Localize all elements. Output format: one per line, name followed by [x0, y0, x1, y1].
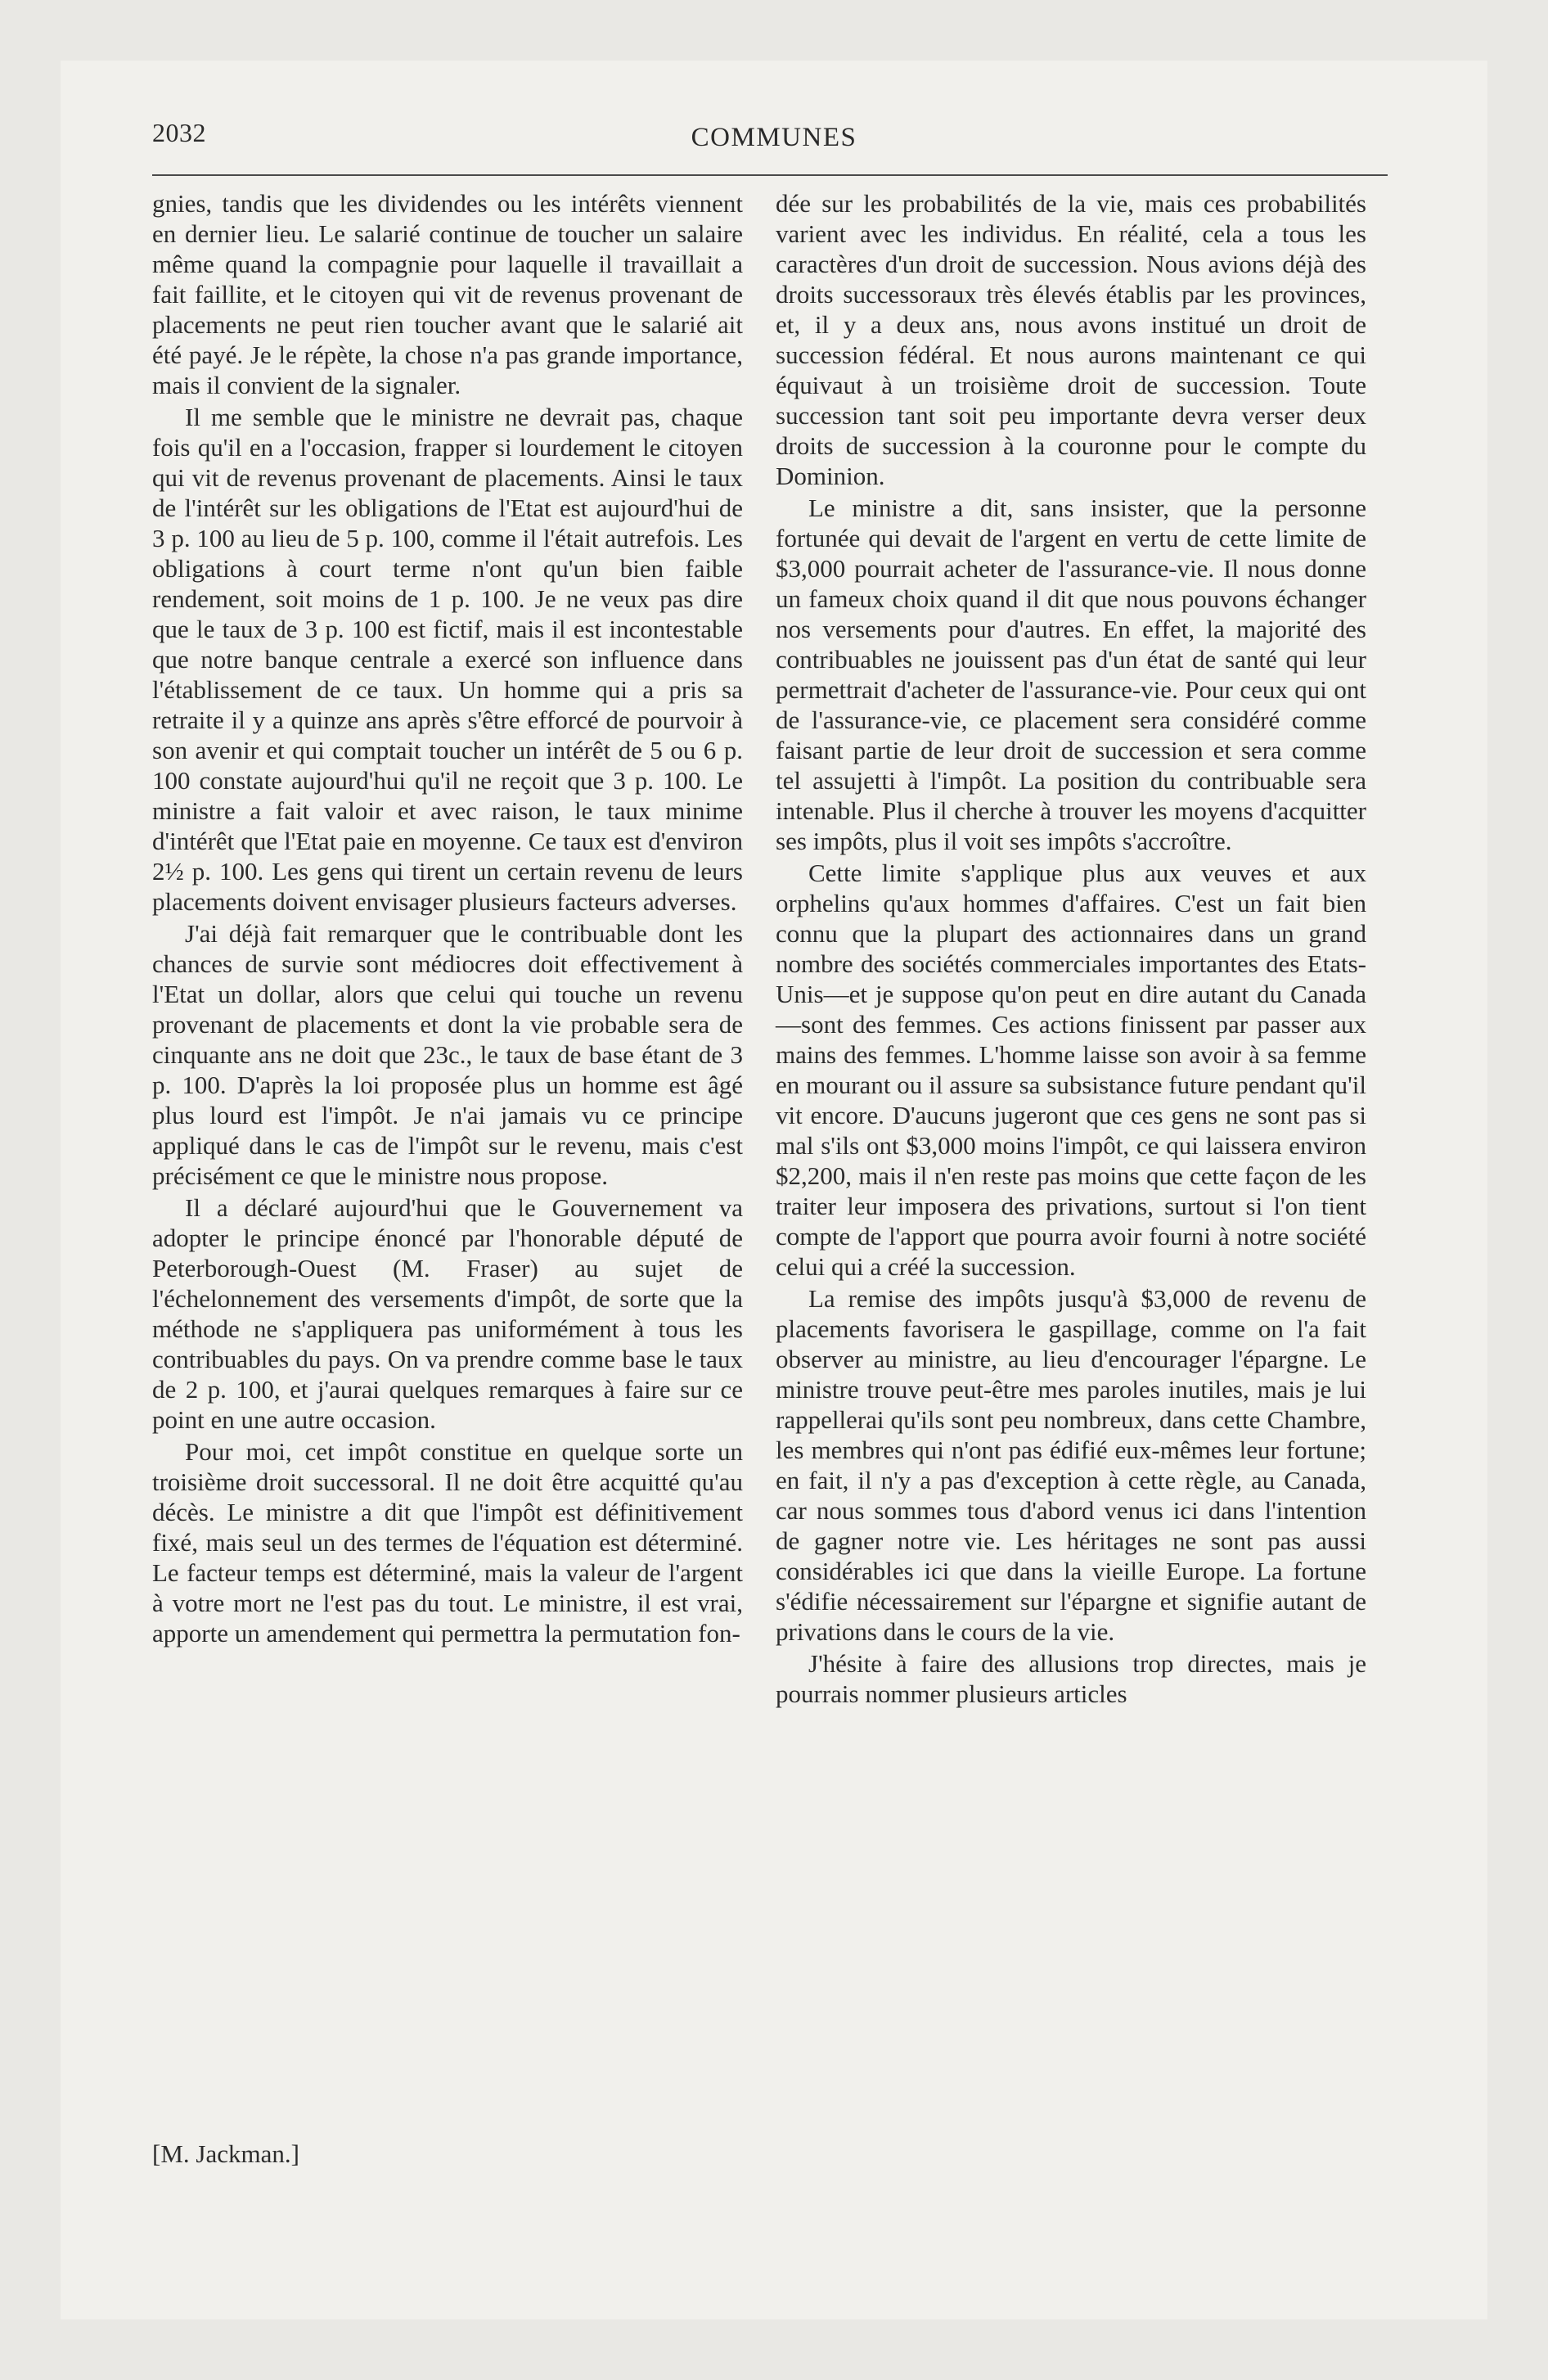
speaker-attribution: [M. Jackman.]	[152, 2139, 299, 2168]
paragraph: Le ministre a dit, sans insister, que la personne fortunée qui devait de l'argent en vertu de cette limite de $3,000 pourrait acheter de l'assurance-vie. Il nous donne un fameux choix quand il dit que nous pouvons échanger nos versements pour d'autres. En effet, la majorité des contribuables ne jouissent pas d'un état de santé qui leur permettrait d'acheter de l'assurance-vie. Pour ceux qui ont de l'assurance-vie, ce placement sera considéré comme faisant partie de leur droit de succession et sera comme tel assujetti à l'impôt. La position du contribuable sera intenable. Plus il cherche à trouver les moyens d'acquitter ses impôts, plus il voit ses impôts s'accroître.	[776, 494, 1366, 855]
paragraph: Pour moi, cet impôt constitue en quelque sorte un troisième droit successoral. Il ne doit être acquitté qu'au décès. Le ministre a dit que l'impôt est définitivement fixé, mais seul un des termes de l'équation est déterminé. Le facteur temps est déterminé, mais la valeur de l'argent à votre mort ne l'est pas du tout. Le ministre, il est vrai, apporte un amendement qui permettra la permutation fon-	[152, 1437, 743, 1648]
header-rule	[152, 174, 1388, 176]
paragraph: J'ai déjà fait remarquer que le contribuable dont les chances de survie sont médiocres doit effectivement à l'Etat un dollar, alors que celui qui touche un revenu provenant de placements et dont la vie probable sera de cinquante ans ne doit que 23c., le taux de base étant de 3 p. 100. D'après la loi proposée plus un homme est âgé plus lourd est l'impôt. Je n'ai jamais vu ce principe appliqué dans le cas de l'impôt sur le revenu, mais c'est précisément ce que le ministre nous propose.	[152, 919, 743, 1190]
running-title: COMMUNES	[691, 123, 857, 152]
paragraph: J'hésite à faire des allusions trop directes, mais je pourrais nommer plusieurs articles	[776, 1649, 1366, 1708]
right-column	[776, 188, 1366, 1711]
left-column	[152, 188, 743, 1650]
paragraph: La remise des impôts jusqu'à $3,000 de revenu de placements favorisera le gaspillage, comme on l'a fait observer au ministre, au lieu d'encourager l'épargne. Le ministre trouve peut-être mes paroles inutiles, mais je lui rappellerai qu'ils sont peu nombreux, dans cette Chambre, les membres qui n'ont pas édifié eux-mêmes leur fortune; en fait, il n'y a pas d'exception à cette règle, au Canada, car nous sommes tous d'abord venus ici dans l'intention de gagner notre vie. Les héritages ne sont pas aussi considérables ici que dans la vieille Europe. La fortune s'édifie nécessairement sur l'épargne et signifie autant de privations dans le cours de la vie.	[776, 1284, 1366, 1646]
page-number: 2032	[152, 118, 206, 147]
paragraph: Il a déclaré aujourd'hui que le Gouvernement va adopter le principe énoncé par l'honorable député de Peterborough-Ouest (M. Fraser) au sujet de l'échelonnement des versements d'impôt, de sorte que la méthode ne s'appliquera pas uniformément à tous les contribuables du pays. On va prendre comme base le taux de 2 p. 100, et j'aurai quelques remarques à faire sur ce point en une autre occasion.	[152, 1193, 743, 1434]
paragraph: Cette limite s'applique plus aux veuves et aux orphelins qu'aux hommes d'affaires. C'est un fait bien connu que la plupart des actionnaires dans un grand nombre des sociétés commerciales importantes des Etats-Unis—et je suppose qu'on peut en dire autant du Canada—sont des femmes. Ces actions finissent par passer aux mains des femmes. L'homme laisse son avoir à sa femme en mourant ou il assure sa subsistance future pendant qu'il vit encore. D'aucuns jugeront que ces gens ne sont pas si mal s'ils ont $3,000 moins l'impôt, ce qui laissera environ $2,200, mais il n'en reste pas moins que cette façon de les traiter leur imposera des privations, surtout si l'on tient compte de l'apport que pourra avoir fourni à notre société celui qui a créé la succession.	[776, 859, 1366, 1281]
paragraph: gnies, tandis que les dividendes ou les intérêts viennent en dernier lieu. Le salarié continue de toucher un salaire même quand la compagnie pour laquelle il travaillait a fait faillite, et le citoyen qui vit de revenus provenant de placements ne peut rien toucher avant que le salarié ait été payé. Je le répète, la chose n'a pas grande importance, mais il convient de la signaler.	[152, 189, 743, 399]
paragraph: dée sur les probabilités de la vie, mais ces probabilités varient avec les individus. En réalité, cela a tous les caractères d'un droit de succession. Nous avions déjà des droits successoraux très élevés établis par les provinces, et, il y a deux ans, nous avons institué un droit de succession fédéral. Et nous aurons maintenant ce qui équivaut à un troisième droit de succession. Toute succession tant soit peu importante devra verser deux droits de succession à la couronne pour le compte du Dominion.	[776, 189, 1366, 490]
paragraph: Il me semble que le ministre ne devrait pas, chaque fois qu'il en a l'occasion, frapper si lourdement le citoyen qui vit de revenus provenant de placements. Ainsi le taux de l'intérêt sur les obligations de l'Etat est aujourd'hui de 3 p. 100 au lieu de 5 p. 100, comme il l'était autrefois. Les obligations à court terme n'ont qu'un bien faible rendement, soit moins de 1 p. 100. Je ne veux pas dire que le taux de 3 p. 100 est fictif, mais il est incontestable que notre banque centrale a exercé son influence dans l'établissement de ce taux. Un homme qui a pris sa retraite il y a quinze ans après s'être efforcé de pourvoir à son avenir et qui comptait toucher un intérêt de 5 ou 6 p. 100 constate aujourd'hui qu'il ne reçoit que 3 p. 100. Le ministre a fait valoir et avec raison, le taux minime d'intérêt que l'Etat paie en moyenne. Ce taux est d'environ 2½ p. 100. Les gens qui tirent un certain revenu de leurs placements doivent envisager plusieurs facteurs adverses.	[152, 403, 743, 916]
